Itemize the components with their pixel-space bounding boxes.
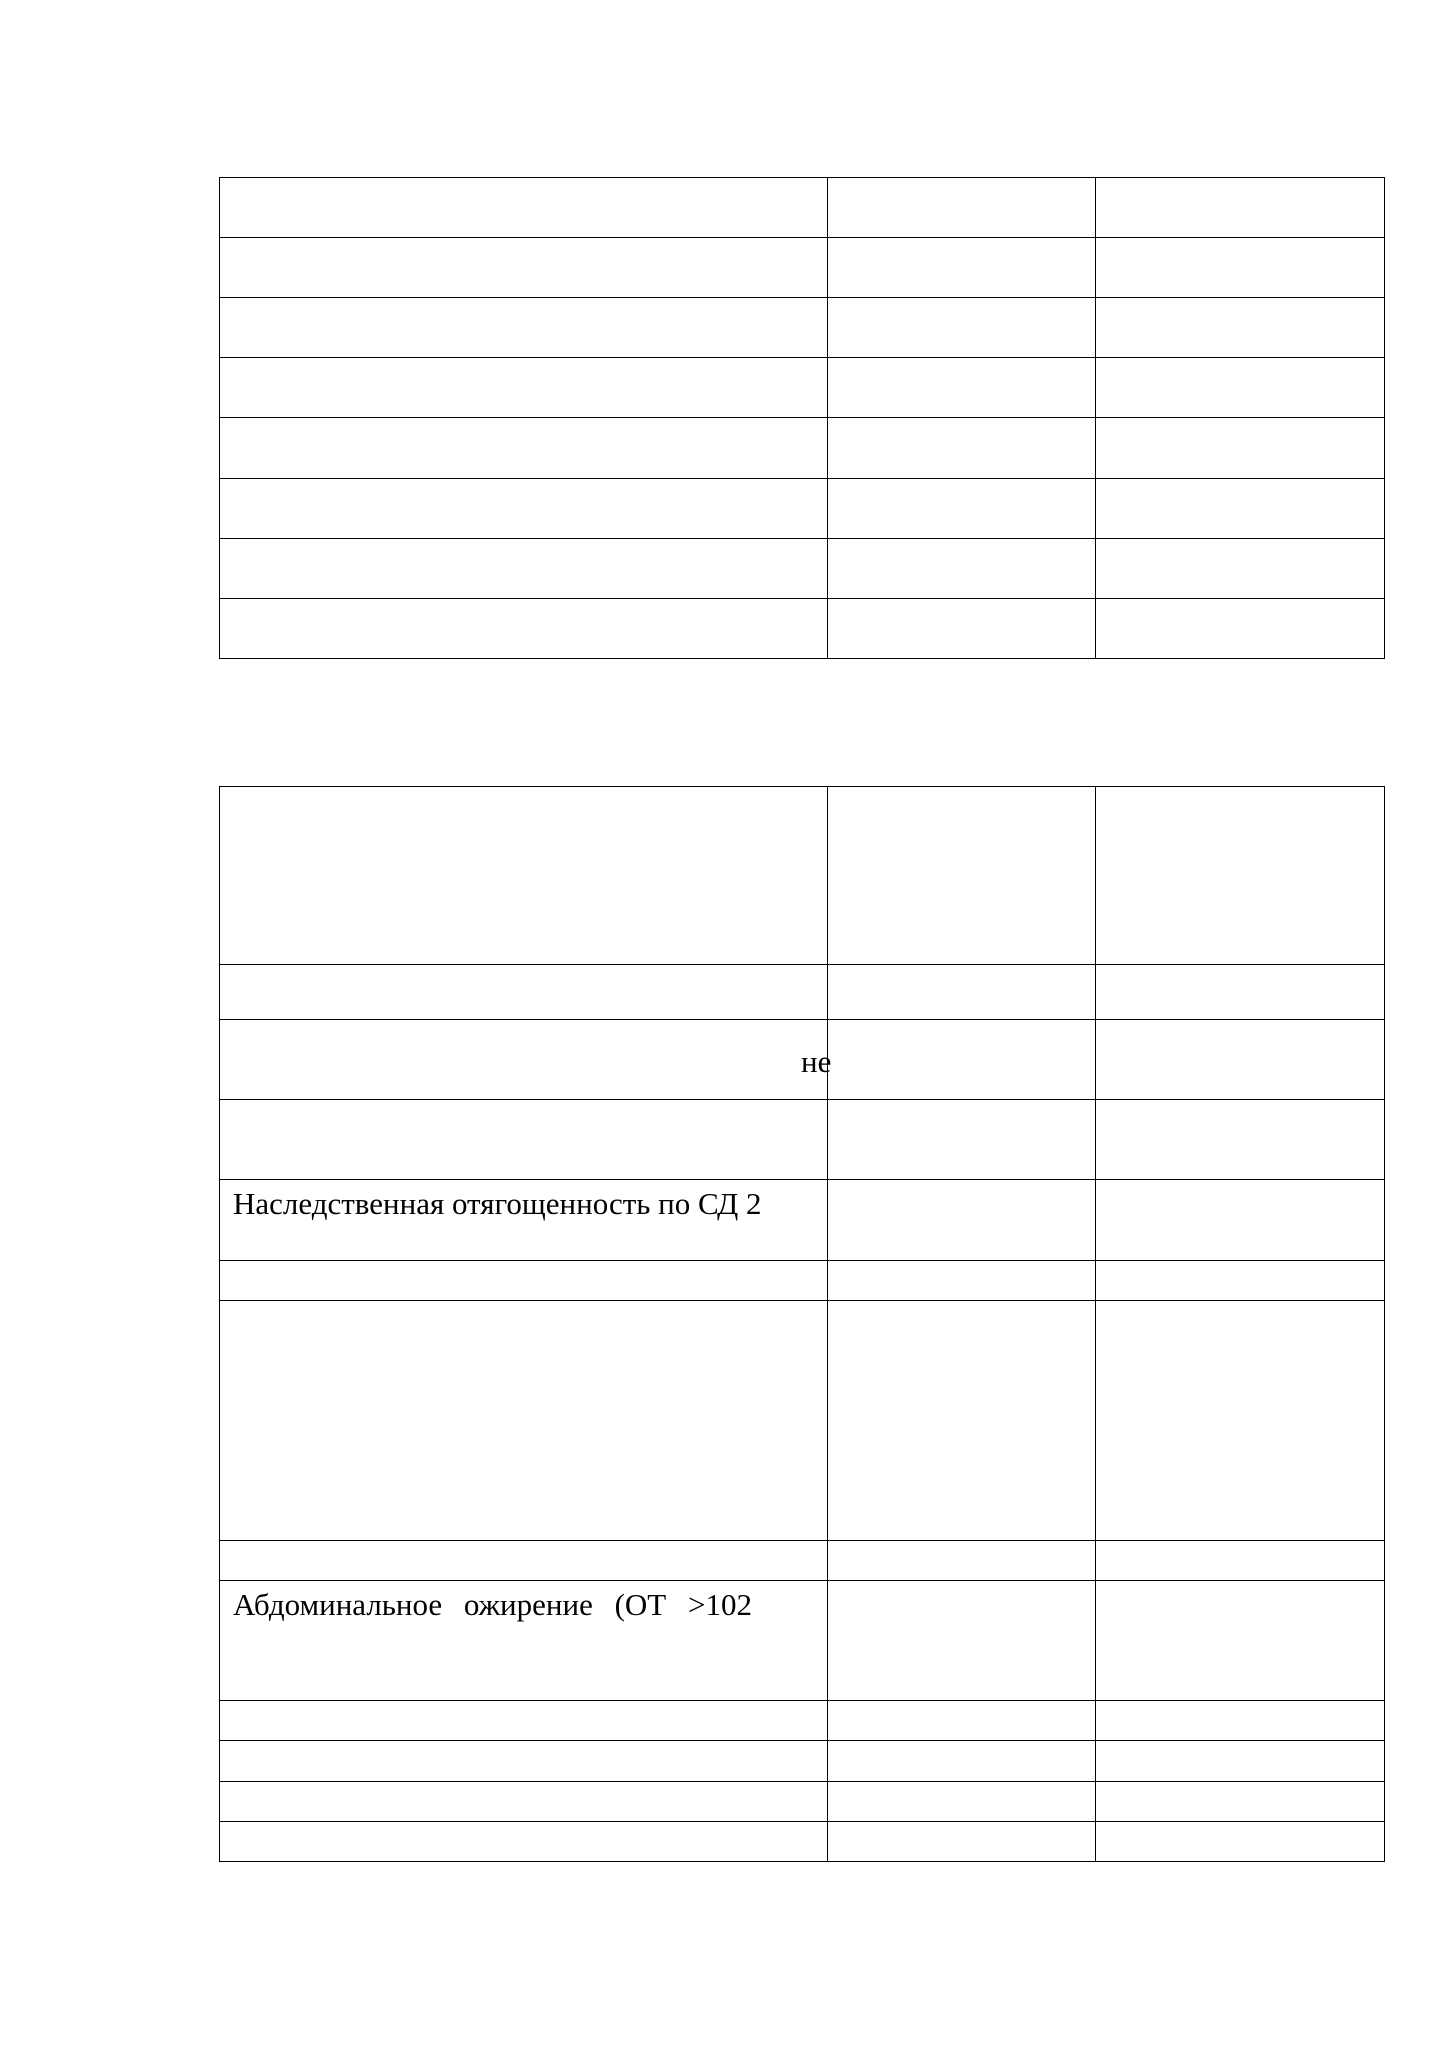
table-cell — [220, 418, 828, 479]
table-cell — [220, 787, 828, 965]
table-row — [220, 1180, 1385, 1261]
table-cell — [1096, 1020, 1385, 1100]
table-row — [220, 479, 1385, 539]
table-cell — [1096, 1261, 1385, 1301]
clipped-text-fragment: не — [801, 1044, 832, 1079]
table-cell — [1096, 1100, 1385, 1180]
table-cell — [828, 1581, 1096, 1701]
table-cell — [828, 1180, 1096, 1261]
table-row — [220, 1020, 1385, 1100]
table-cell — [1096, 358, 1385, 418]
table-cell — [220, 178, 828, 238]
table-cell — [220, 1581, 828, 1701]
table-row — [220, 1301, 1385, 1541]
table-cell — [220, 1701, 828, 1741]
table-cell — [220, 479, 828, 539]
table-row — [220, 1541, 1385, 1581]
table-cell — [828, 787, 1096, 965]
table-cell — [220, 1020, 832, 1100]
table-cell — [220, 1541, 828, 1581]
table-cell — [220, 1782, 828, 1822]
table-cell — [220, 298, 828, 358]
table-row — [220, 1100, 1385, 1180]
table-row — [220, 238, 1385, 298]
table-cell — [828, 1822, 1096, 1862]
table-cell — [828, 599, 1096, 659]
table-cell — [220, 358, 828, 418]
table-cell — [1096, 1301, 1385, 1541]
table-cell — [1096, 418, 1385, 479]
table-cell — [220, 1180, 828, 1261]
table-row — [220, 178, 1385, 238]
table-cell — [1096, 1541, 1385, 1581]
table-row — [220, 539, 1385, 599]
table-cell — [1096, 539, 1385, 599]
table-cell — [220, 965, 828, 1020]
table-row — [220, 358, 1385, 418]
table-cell — [1096, 1741, 1385, 1782]
table-cell — [828, 1541, 1096, 1581]
table-row — [220, 787, 1385, 965]
table-cell — [828, 178, 1096, 238]
table-cell — [1096, 1701, 1385, 1741]
table-cell — [828, 1301, 1096, 1541]
hereditary-diabetes-label: Наследственная отягощенность по СД 2 — [233, 1186, 762, 1221]
table-cell — [828, 358, 1096, 418]
table-2 — [219, 786, 1385, 1862]
table-1 — [219, 177, 1385, 659]
table-cell — [1096, 965, 1385, 1020]
table-row — [220, 418, 1385, 479]
table-cell — [828, 298, 1096, 358]
table-row — [220, 1822, 1385, 1862]
table-cell — [220, 1741, 828, 1782]
table-cell — [1096, 479, 1385, 539]
table-cell — [220, 1261, 828, 1301]
table-row — [220, 1782, 1385, 1822]
table-cell — [220, 1100, 828, 1180]
table-cell — [1096, 599, 1385, 659]
table-cell — [220, 1822, 828, 1862]
table-cell — [1096, 1581, 1385, 1701]
table-cell — [828, 479, 1096, 539]
table-cell — [1096, 298, 1385, 358]
table-row — [220, 1261, 1385, 1301]
table-cell — [220, 539, 828, 599]
table-cell — [220, 599, 828, 659]
table-row — [220, 599, 1385, 659]
table-row — [220, 1701, 1385, 1741]
table-row — [220, 1581, 1385, 1701]
table-cell — [1096, 178, 1385, 238]
table-cell — [220, 238, 828, 298]
table-row — [220, 298, 1385, 358]
table-row — [220, 1741, 1385, 1782]
table-cell — [1096, 1180, 1385, 1261]
table-cell — [828, 1741, 1096, 1782]
table-cell — [1096, 1822, 1385, 1862]
table-cell — [220, 1301, 828, 1541]
abdominal-obesity-label: Абдоминальное ожирение (ОТ >102 — [233, 1587, 752, 1622]
table-cell — [828, 1100, 1096, 1180]
table-cell — [828, 238, 1096, 298]
table-cell — [828, 539, 1096, 599]
table-cell — [828, 1020, 1096, 1100]
table-row — [220, 965, 1385, 1020]
table-cell — [1096, 1782, 1385, 1822]
table-cell — [1096, 238, 1385, 298]
table-cell — [1096, 787, 1385, 965]
table-cell — [828, 1782, 1096, 1822]
table-cell — [828, 418, 1096, 479]
table-cell — [828, 965, 1096, 1020]
table-cell — [828, 1261, 1096, 1301]
table-cell — [828, 1701, 1096, 1741]
